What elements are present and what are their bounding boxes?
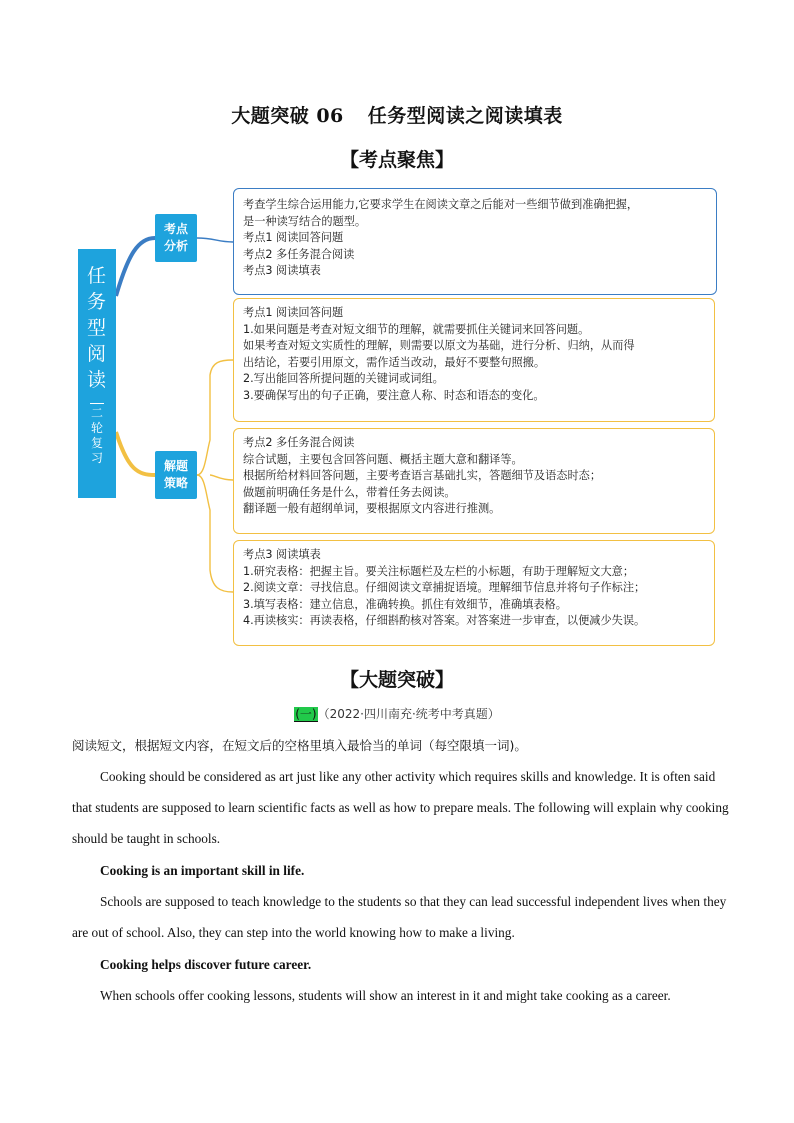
- analysis-box: [233, 188, 717, 295]
- box-line: 出结论，若要引用原文，需作适当改动，最好不要整句照搬。: [243, 355, 546, 369]
- mindmap-root: [78, 249, 116, 498]
- instruction: 阅读短文，根据短文内容，在短文后的空格里填入最恰当的单词（每空限填一词)。: [72, 738, 527, 753]
- root-divider: [90, 403, 104, 404]
- title-part-a: 大题突破 06: [231, 105, 344, 127]
- box-line: 翻译题一般有超纲单词，要根据原文内容进行推测。: [243, 502, 501, 515]
- box-line: 考查学生综合运用能力,它要求学生在阅读文章之后能对一些细节做到准确把握，: [243, 198, 639, 211]
- passage-para-1: Cooking should be considered as art just like any other activity which requires skills and knowledge. It is often said that students are supposed to learn scientific facts as well as how to prepare meals. The following will explain why cooking should be taught in schools.: [72, 769, 729, 846]
- box-line: 做题前明确任务是什么，带着任务去阅读。: [243, 485, 456, 499]
- node-analysis: [155, 214, 197, 262]
- root-sub-char: 复: [90, 436, 103, 450]
- node-label: 解题: [163, 459, 188, 473]
- passage-heading-1: Cooking is an important skill in life.: [100, 863, 305, 878]
- box-line: 考点3 阅读填表: [243, 548, 321, 561]
- title-part-b: 任务型阅读之阅读填表: [367, 105, 563, 127]
- node-strategy: [155, 451, 197, 499]
- node-label: 分析: [163, 239, 188, 253]
- section-heading-focus: 【考点聚焦】: [339, 149, 454, 171]
- box-line: 考点1 阅读回答问题: [243, 231, 344, 244]
- root-char: 务: [86, 291, 107, 313]
- root-title: [78, 263, 116, 393]
- node-label: 考点: [163, 222, 188, 236]
- box-line: 考点1 阅读回答问题: [243, 306, 344, 319]
- strategy-box-3: [233, 540, 715, 646]
- box-line: 1.如果问题是考查对短文细节的理解，就需要抓住关键词来回答问题。: [243, 322, 590, 336]
- root-subtitle: [78, 406, 116, 466]
- problem-source-text: （2022·四川南充·统考中考真题）: [317, 707, 500, 721]
- root-sub-char: 习: [90, 451, 103, 465]
- strategy-box-2: [233, 428, 715, 534]
- passage-para-2: Schools are supposed to teach knowledge to the students so that they can lead successful independent lives when they are out of school. Also, they can step into the world knowing how to make a living.: [72, 894, 727, 940]
- box-line: 考点3 阅读填表: [243, 264, 321, 277]
- root-char: 型: [86, 317, 107, 339]
- box-line: 考点2 多任务混合阅读: [243, 247, 355, 261]
- box-line: 如果考查对短文实质性的理解，则需要以原文为基础，进行分析、归纳，从而得: [243, 339, 635, 352]
- box-line: 2.写出能回答所提问题的关键词或词组。: [243, 372, 444, 385]
- box-line: 3.填写表格：建立信息，准确转换。抓住有效细节，准确填表格。: [243, 597, 567, 611]
- problem-number: (一): [295, 707, 317, 721]
- box-line: 1.研究表格：把握主旨。要关注标题栏及左栏的小标题，有助于理解短文大意；: [243, 564, 635, 578]
- box-line: 4.再读核实：再读表格，仔细斟酌核对答案。对答案进一步审查，以便减少失误。: [243, 614, 646, 627]
- root-char: 阅: [86, 343, 107, 365]
- problem-source: [0, 705, 794, 722]
- box-line: 3.要确保写出的句子正确，要注意人称、时态和语态的变化。: [243, 388, 545, 402]
- box-line: 综合试题，主要包含回答问题、概括主题大意和翻译等。: [243, 452, 523, 466]
- box-line: 2.阅读文章：寻找信息。仔细阅读文章捕捉语境。理解细节信息并将句子作标注；: [243, 581, 646, 594]
- passage-heading-2: Cooking helps discover future career.: [100, 957, 312, 972]
- box-line: 是一种读写结合的题型。: [243, 214, 367, 228]
- root-sub-char: 二: [90, 406, 103, 420]
- strategy-box-1: [233, 298, 715, 422]
- root-char: 任: [86, 265, 107, 287]
- box-line: 考点2 多任务混合阅读: [243, 436, 355, 449]
- node-label: 策略: [163, 476, 188, 490]
- root-char: 读: [86, 369, 107, 391]
- passage-para-3: When schools offer cooking lessons, students will show an interest in it and might take cooking as a career.: [100, 988, 671, 1003]
- box-line: 根据所给材料回答问题，主要考查语言基础扎实，答题细节及语态时态；: [243, 469, 602, 482]
- section-heading-breakthrough: 【大题突破】: [339, 669, 454, 691]
- root-sub-char: 轮: [90, 421, 103, 435]
